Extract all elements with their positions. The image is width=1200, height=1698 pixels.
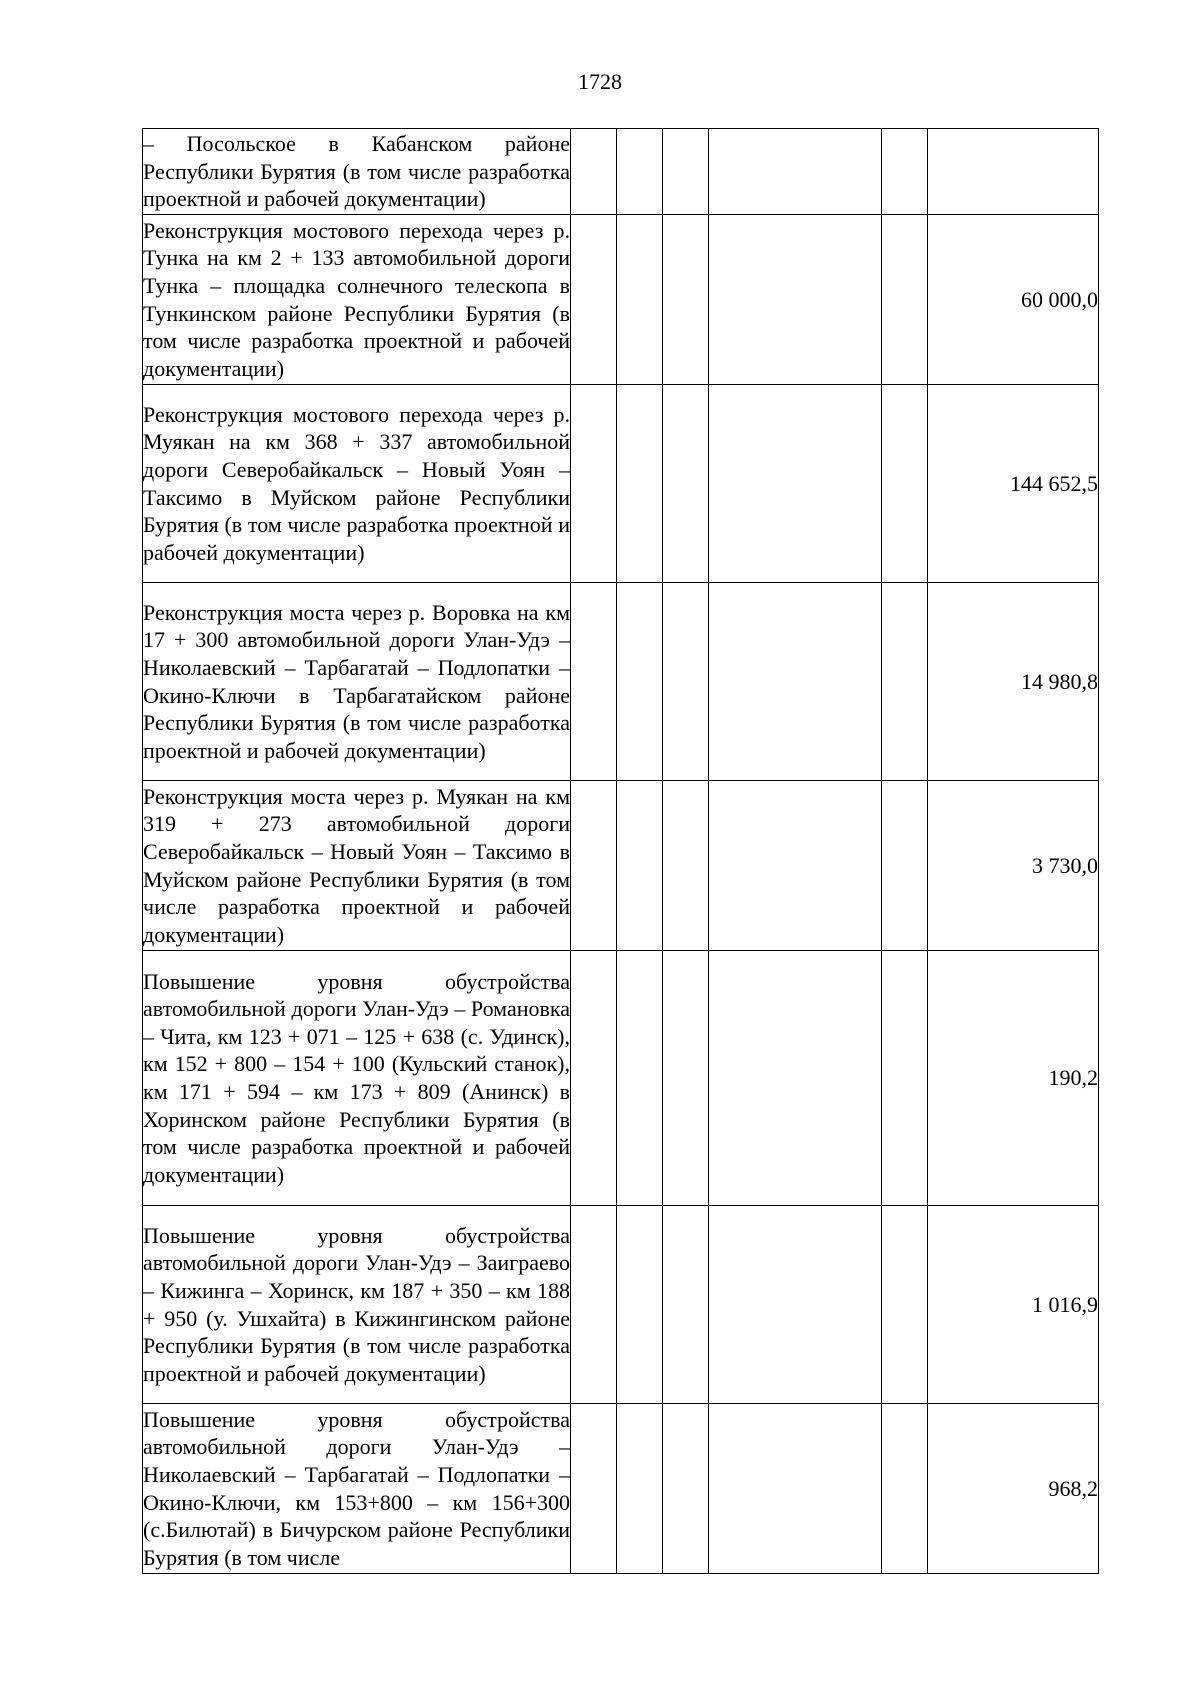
row-description: – Посольское в Кабанском районе Республики Бурятия (в том числе разработка проектной и рабочей документации) <box>143 129 571 215</box>
row-amount: 3 730,0 <box>928 781 1099 951</box>
empty-cell <box>571 1404 617 1574</box>
row-description: Повышение уровня обустройства автомобильной дороги Улан-Удэ – Заиграево – Кижинга – Хоринск, км 187 + 350 – км 188 + 950 (у. Ушхайта) в Кижингинском районе Республики Бурятия (в том числе разработка проектной и рабочей документации) <box>143 1206 571 1404</box>
empty-cell <box>571 781 617 951</box>
empty-cell <box>571 1206 617 1404</box>
table-row <box>143 1206 1099 1404</box>
row-description: Реконструкция моста через р. Воровка на км 17 + 300 автомобильной дороги Улан-Удэ – Николаевский – Тарбагатай – Подлопатки – Окино-Ключи в Тарбагатайском районе Республики Бурятия (в том числе разработка проектной и рабочей документации) <box>143 583 571 781</box>
empty-cell <box>882 781 928 951</box>
empty-cell <box>663 129 709 215</box>
empty-cell <box>663 385 709 583</box>
row-amount: 1 016,9 <box>928 1206 1099 1404</box>
empty-cell <box>663 215 709 385</box>
empty-cell <box>882 129 928 215</box>
empty-cell <box>617 583 663 781</box>
table-row <box>143 951 1099 1206</box>
row-amount: 190,2 <box>928 951 1099 1206</box>
empty-cell <box>571 583 617 781</box>
empty-cell <box>709 129 882 215</box>
empty-cell <box>882 385 928 583</box>
empty-cell <box>882 1206 928 1404</box>
empty-cell <box>663 951 709 1206</box>
empty-cell <box>617 951 663 1206</box>
row-description: Реконструкция мостового перехода через р. Тунка на км 2 + 133 автомобильной дороги Тунка – площадка солнечного телескопа в Тункинском районе Республики Бурятия (в том числе разработка проектной и рабочей документации) <box>143 215 571 385</box>
row-amount: 14 980,8 <box>928 583 1099 781</box>
table-row <box>143 215 1099 385</box>
empty-cell <box>571 951 617 1206</box>
empty-cell <box>617 1404 663 1574</box>
table-row <box>143 129 1099 215</box>
empty-cell <box>882 951 928 1206</box>
empty-cell <box>663 1404 709 1574</box>
empty-cell <box>709 1404 882 1574</box>
empty-cell <box>617 385 663 583</box>
row-description: Повышение уровня обустройства автомобильной дороги Улан-Удэ – Николаевский – Тарбагатай – Подлопатки – Окино-Ключи, км 153+800 – км 156+300 (с.Билютай) в Бичурском районе Республики Бурятия (в том числе <box>143 1404 571 1574</box>
row-amount: 144 652,5 <box>928 385 1099 583</box>
empty-cell <box>709 583 882 781</box>
empty-cell <box>617 215 663 385</box>
table-row <box>143 385 1099 583</box>
funding-table <box>142 128 1099 1574</box>
page-number: 1728 <box>578 69 622 94</box>
empty-cell <box>663 583 709 781</box>
empty-cell <box>663 1206 709 1404</box>
empty-cell <box>571 129 617 215</box>
table-row <box>143 781 1099 951</box>
empty-cell <box>617 1206 663 1404</box>
row-amount: 968,2 <box>928 1404 1099 1574</box>
row-description: Реконструкция моста через р. Муякан на км 319 + 273 автомобильной дороги Северобайкальск – Новый Уоян – Таксимо в Муйском районе Республики Бурятия (в том числе разработка проектной и рабочей документации) <box>143 781 571 951</box>
empty-cell <box>709 1206 882 1404</box>
empty-cell <box>617 781 663 951</box>
row-description: Повышение уровня обустройства автомобильной дороги Улан-Удэ – Романовка – Чита, км 123 + 071 – 125 + 638 (с. Удинск), км 152 + 800 – 154 + 100 (Кульский станок), км 171 + 594 – км 173 + 809 (Анинск) в Хоринском районе Республики Бурятия (в том числе разработка проектной и рабочей документации) <box>143 951 571 1206</box>
empty-cell <box>617 129 663 215</box>
empty-cell <box>709 951 882 1206</box>
row-amount <box>928 129 1099 215</box>
empty-cell <box>709 215 882 385</box>
empty-cell <box>709 781 882 951</box>
table-row <box>143 583 1099 781</box>
empty-cell <box>571 385 617 583</box>
empty-cell <box>882 215 928 385</box>
empty-cell <box>882 583 928 781</box>
row-amount: 60 000,0 <box>928 215 1099 385</box>
empty-cell <box>663 781 709 951</box>
empty-cell <box>571 215 617 385</box>
row-description: Реконструкция мостового перехода через р. Муякан на км 368 + 337 автомобильной дороги Северобайкальск – Новый Уоян – Таксимо в Муйском районе Республики Бурятия (в том числе разработка проектной и рабочей документации) <box>143 385 571 583</box>
empty-cell <box>709 385 882 583</box>
table-row <box>143 1404 1099 1574</box>
empty-cell <box>882 1404 928 1574</box>
